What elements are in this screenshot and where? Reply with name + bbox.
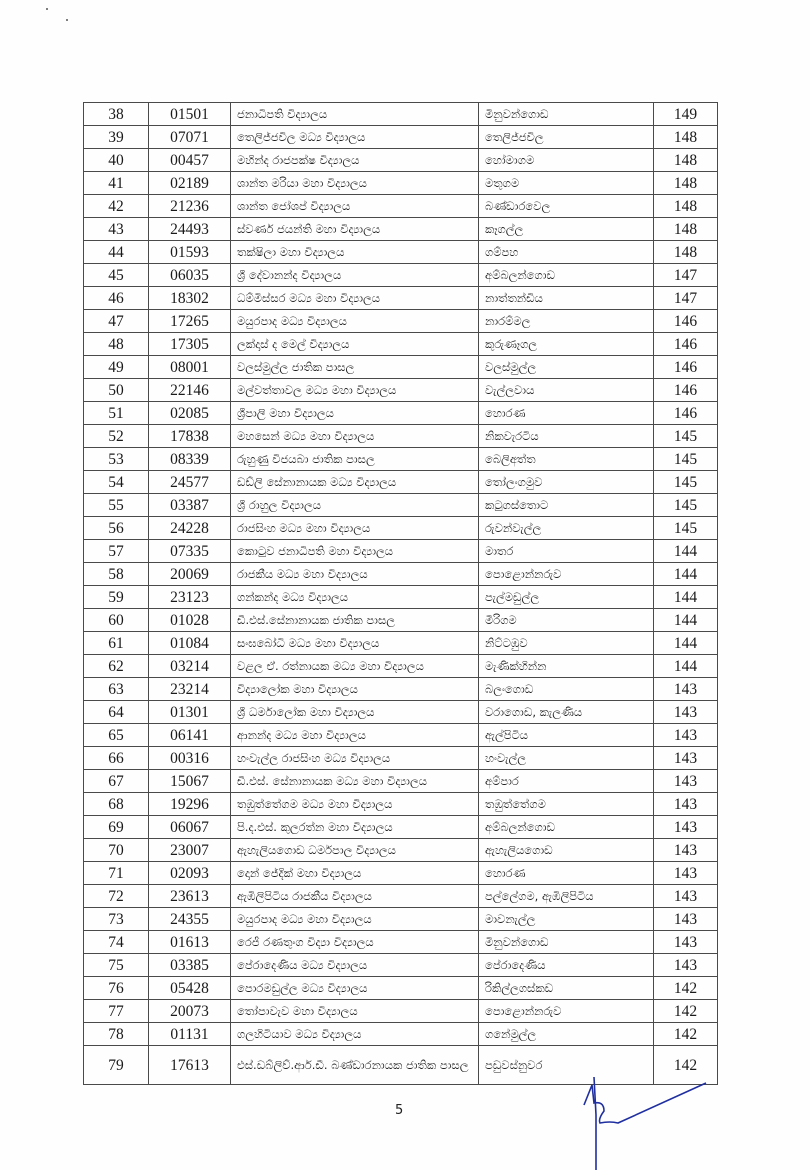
school-code: 17838 [149, 425, 231, 448]
town-name: නිට්ටඹුව [479, 632, 654, 655]
cutoff-marks: 144 [654, 586, 718, 609]
row-number: 79 [84, 1046, 149, 1085]
row-number: 58 [84, 563, 149, 586]
cutoff-marks: 146 [654, 402, 718, 425]
town-name: හෝමාගම [479, 149, 654, 172]
town-name: හොරණ [479, 402, 654, 425]
table-row [84, 425, 718, 448]
table-row [84, 747, 718, 770]
table-row [84, 126, 718, 149]
table-row [84, 563, 718, 586]
cutoff-marks: 143 [654, 862, 718, 885]
town-name: ඇල්පිටිය [479, 724, 654, 747]
town-name: හොරණ [479, 862, 654, 885]
table-row [84, 701, 718, 724]
school-name: එස්.ඩබ්ලිව්.ආර්.ඩී. බණ්ඩාරනායක ජාතික පාසල [231, 1046, 479, 1085]
table-row [84, 471, 718, 494]
row-number: 67 [84, 770, 149, 793]
school-name: දොන් ජේදික් මහා විද්‍යාලය [231, 862, 479, 885]
town-name: වරාගොඩ, කැලණිය [479, 701, 654, 724]
town-name: මාතර [479, 540, 654, 563]
school-name: ශ්‍රී ධර්මාලෝක මහා විද්‍යාලය [231, 701, 479, 724]
school-code: 01131 [149, 1023, 231, 1046]
town-name: මිනුවන්ගොඩ [479, 103, 654, 126]
town-name: නිකවැරටිය [479, 425, 654, 448]
school-code: 17613 [149, 1046, 231, 1085]
cutoff-marks: 144 [654, 632, 718, 655]
cutoff-marks: 144 [654, 540, 718, 563]
page-number: 5 [395, 1103, 404, 1118]
cutoff-marks: 143 [654, 885, 718, 908]
table-body [84, 103, 718, 1085]
row-number: 57 [84, 540, 149, 563]
school-code: 23007 [149, 839, 231, 862]
row-number: 69 [84, 816, 149, 839]
school-code: 23214 [149, 678, 231, 701]
school-name: ලක්දාස් ද මෙල් විද්‍යාලය [231, 333, 479, 356]
table-row [84, 287, 718, 310]
row-number: 50 [84, 379, 149, 402]
school-code: 02085 [149, 402, 231, 425]
row-number: 38 [84, 103, 149, 126]
school-name: ශ්‍රීපාලි මහා විද්‍යාලය [231, 402, 479, 425]
cutoff-marks: 143 [654, 724, 718, 747]
cutoff-marks: 143 [654, 678, 718, 701]
table-row [84, 149, 718, 172]
row-number: 52 [84, 425, 149, 448]
school-code: 08001 [149, 356, 231, 379]
school-name: රෙජී රණතුංග විද්‍යා විද්‍යාලය [231, 931, 479, 954]
cutoff-marks: 148 [654, 218, 718, 241]
school-name: මහින්ද රාජපක්ෂ විද්‍යාලය [231, 149, 479, 172]
row-number: 73 [84, 908, 149, 931]
table-row [84, 195, 718, 218]
school-code: 03385 [149, 954, 231, 977]
school-code: 20073 [149, 1000, 231, 1023]
school-name: ඩී.එස්. සේනානායක මධ්‍ය මහා විද්‍යාලය [231, 770, 479, 793]
row-number: 43 [84, 218, 149, 241]
row-number: 55 [84, 494, 149, 517]
school-results-table [83, 102, 718, 1085]
school-name: පි.ද.එස්. කුලරත්න මහා විද්‍යාලය [231, 816, 479, 839]
school-code: 06035 [149, 264, 231, 287]
cutoff-marks: 142 [654, 1000, 718, 1023]
cutoff-marks: 148 [654, 195, 718, 218]
table-row [84, 678, 718, 701]
table-row [84, 402, 718, 425]
school-code: 00457 [149, 149, 231, 172]
table-row [84, 586, 718, 609]
table-row [84, 793, 718, 816]
cutoff-marks: 143 [654, 747, 718, 770]
scan-speck [66, 19, 68, 21]
row-number: 51 [84, 402, 149, 425]
cutoff-marks: 149 [654, 103, 718, 126]
table-row [84, 264, 718, 287]
cutoff-marks: 143 [654, 931, 718, 954]
cutoff-marks: 145 [654, 517, 718, 540]
school-name: මයුරපාද මධ්‍ය විද්‍යාලය [231, 310, 479, 333]
town-name: පොළොන්නරුව [479, 563, 654, 586]
town-name: නාත්තන්ඩිය [479, 287, 654, 310]
town-name: තෙලිජ්ජවිල [479, 126, 654, 149]
town-name: මාවනැල්ල [479, 908, 654, 931]
cutoff-marks: 145 [654, 471, 718, 494]
table-row [84, 241, 718, 264]
school-name: තක්ෂිලා මහා විද්‍යාලය [231, 241, 479, 264]
school-code: 08339 [149, 448, 231, 471]
cutoff-marks: 146 [654, 379, 718, 402]
row-number: 56 [84, 517, 149, 540]
school-code: 03214 [149, 655, 231, 678]
school-name: ශාන්ත මරියා මහා විද්‍යාලය [231, 172, 479, 195]
school-name: ගන්කන්ද මධ්‍ය විද්‍යාලය [231, 586, 479, 609]
row-number: 62 [84, 655, 149, 678]
table-row [84, 862, 718, 885]
school-code: 06067 [149, 816, 231, 839]
row-number: 65 [84, 724, 149, 747]
table-row [84, 517, 718, 540]
town-name: පඩුවස්නුවර [479, 1046, 654, 1085]
school-name: තෝපාවැව මහා විද්‍යාලය [231, 1000, 479, 1023]
school-code: 01301 [149, 701, 231, 724]
table-row [84, 724, 718, 747]
school-name: වළල ඒ. රත්නායක මධ්‍ය මහා විද්‍යාලය [231, 655, 479, 678]
school-code: 15067 [149, 770, 231, 793]
school-name: මයුරපාද මධ්‍ය මහා විද්‍යාලය [231, 908, 479, 931]
row-number: 72 [84, 885, 149, 908]
town-name: රිකිල්ලගස්කඩ [479, 977, 654, 1000]
town-name: බෙලිඅත්ත [479, 448, 654, 471]
table-row [84, 1023, 718, 1046]
school-name: තෙලිජ්ජවිල මධ්‍ය විද්‍යාලය [231, 126, 479, 149]
school-code: 01084 [149, 632, 231, 655]
row-number: 76 [84, 977, 149, 1000]
school-name: මල්වත්තාවල මධ්‍ය මහා විද්‍යාලය [231, 379, 479, 402]
school-code: 24228 [149, 517, 231, 540]
row-number: 77 [84, 1000, 149, 1023]
school-name: කොටුව ජනාධිපති මහා විද්‍යාලය [231, 540, 479, 563]
scan-speck [46, 8, 48, 10]
town-name: අම්බලන්ගොඩ [479, 264, 654, 287]
table-row [84, 908, 718, 931]
row-number: 41 [84, 172, 149, 195]
cutoff-marks: 144 [654, 609, 718, 632]
table-row [84, 333, 718, 356]
school-code: 01028 [149, 609, 231, 632]
school-code: 20069 [149, 563, 231, 586]
table-row [84, 172, 718, 195]
row-number: 70 [84, 839, 149, 862]
row-number: 53 [84, 448, 149, 471]
school-name: රාජසිංහ මධ්‍ය මහා විද්‍යාලය [231, 517, 479, 540]
row-number: 63 [84, 678, 149, 701]
town-name: වැල්ලවාය [479, 379, 654, 402]
cutoff-marks: 147 [654, 287, 718, 310]
school-name: පේරාදෙණිය මධ්‍ය විද්‍යාලය [231, 954, 479, 977]
row-number: 78 [84, 1023, 149, 1046]
table-row [84, 448, 718, 471]
school-name: ඇඹිලිපිටිය රාජකීය විද්‍යාලය [231, 885, 479, 908]
school-name: රුහුණු විජයබා ජාතික පාසල [231, 448, 479, 471]
cutoff-marks: 142 [654, 1046, 718, 1085]
school-code: 03387 [149, 494, 231, 517]
signature-icon [570, 1075, 720, 1170]
row-number: 71 [84, 862, 149, 885]
town-name: පැල්මඩුල්ල [479, 586, 654, 609]
row-number: 61 [84, 632, 149, 655]
school-name: පොරමඩුල්ල මධ්‍ය විද්‍යාලය [231, 977, 479, 1000]
cutoff-marks: 145 [654, 494, 718, 517]
row-number: 40 [84, 149, 149, 172]
school-code: 01613 [149, 931, 231, 954]
school-name: ශාන්ත ජෝශප් විද්‍යාලය [231, 195, 479, 218]
school-name: තඹුත්තේගම මධ්‍ය මහා විද්‍යාලය [231, 793, 479, 816]
cutoff-marks: 144 [654, 563, 718, 586]
school-code: 22146 [149, 379, 231, 402]
table-row [84, 103, 718, 126]
cutoff-marks: 143 [654, 770, 718, 793]
table-row [84, 218, 718, 241]
cutoff-marks: 147 [654, 264, 718, 287]
row-number: 45 [84, 264, 149, 287]
town-name: මීරිගම [479, 609, 654, 632]
table-row [84, 655, 718, 678]
school-name: මහසෙන් මධ්‍ය මහා විද්‍යාලය [231, 425, 479, 448]
town-name: කුරුණෑගල [479, 333, 654, 356]
table-row [84, 632, 718, 655]
town-name: තෝලංගමුව [479, 471, 654, 494]
school-name: ඇහැලියගොඩ ධර්මපාල විද්‍යාලය [231, 839, 479, 862]
town-name: බණ්ඩාරවෙල [479, 195, 654, 218]
school-name: ඩී.එස්.සේනානායක ජාතික පාසල [231, 609, 479, 632]
school-code: 07071 [149, 126, 231, 149]
school-code: 17305 [149, 333, 231, 356]
cutoff-marks: 145 [654, 448, 718, 471]
table-row [84, 816, 718, 839]
cutoff-marks: 143 [654, 701, 718, 724]
school-name: හංවැල්ල රාජසිංහ මධ්‍ය විද්‍යාලය [231, 747, 479, 770]
table-row [84, 977, 718, 1000]
cutoff-marks: 146 [654, 356, 718, 379]
town-name: පල්ලේගම, ඇඹිලිපිටිය [479, 885, 654, 908]
row-number: 68 [84, 793, 149, 816]
school-code: 24355 [149, 908, 231, 931]
school-name: ඩඩ්ලි සේනානායක මධ්‍ය විද්‍යාලය [231, 471, 479, 494]
town-name: නාරම්මල [479, 310, 654, 333]
school-code: 02189 [149, 172, 231, 195]
cutoff-marks: 148 [654, 149, 718, 172]
school-name: සංඝබෝධි මධ්‍ය මහා විද්‍යාලය [231, 632, 479, 655]
cutoff-marks: 146 [654, 333, 718, 356]
school-code: 07335 [149, 540, 231, 563]
row-number: 39 [84, 126, 149, 149]
cutoff-marks: 148 [654, 126, 718, 149]
table-row [84, 885, 718, 908]
cutoff-marks: 148 [654, 172, 718, 195]
town-name: රුවන්වැල්ල [479, 517, 654, 540]
cutoff-marks: 143 [654, 816, 718, 839]
row-number: 49 [84, 356, 149, 379]
table-row [84, 954, 718, 977]
school-name: ජනාධිපති විද්‍යාලය [231, 103, 479, 126]
town-name: තඹුත්තේගම [479, 793, 654, 816]
row-number: 59 [84, 586, 149, 609]
table-row [84, 356, 718, 379]
row-number: 74 [84, 931, 149, 954]
town-name: අම්පාර [479, 770, 654, 793]
town-name: කෑගල්ල [479, 218, 654, 241]
town-name: ගනේමුල්ල [479, 1023, 654, 1046]
school-code: 24493 [149, 218, 231, 241]
table-row [84, 379, 718, 402]
row-number: 75 [84, 954, 149, 977]
table-row [84, 494, 718, 517]
town-name: පොළොන්නරුව [479, 1000, 654, 1023]
cutoff-marks: 145 [654, 425, 718, 448]
row-number: 46 [84, 287, 149, 310]
cutoff-marks: 148 [654, 241, 718, 264]
town-name: කටුගස්තොට [479, 494, 654, 517]
table-row [84, 310, 718, 333]
table-row [84, 931, 718, 954]
school-code: 01593 [149, 241, 231, 264]
cutoff-marks: 144 [654, 655, 718, 678]
school-code: 23613 [149, 885, 231, 908]
school-name: ශ්‍රී දේවානන්ද විද්‍යාලය [231, 264, 479, 287]
school-code: 02093 [149, 862, 231, 885]
town-name: බලංගොඩ [479, 678, 654, 701]
school-name: ධම්මිස්සර මධ්‍ය මහා විද්‍යාලය [231, 287, 479, 310]
school-name: විද්‍යාලෝක මහා විද්‍යාලය [231, 678, 479, 701]
town-name: මැණික්හින්න [479, 655, 654, 678]
cutoff-marks: 143 [654, 954, 718, 977]
cutoff-marks: 143 [654, 908, 718, 931]
school-code: 24577 [149, 471, 231, 494]
school-code: 01501 [149, 103, 231, 126]
school-code: 06141 [149, 724, 231, 747]
town-name: ඇහැලියගොඩ [479, 839, 654, 862]
town-name: ගම්පහ [479, 241, 654, 264]
row-number: 47 [84, 310, 149, 333]
town-name: මතුගම [479, 172, 654, 195]
row-number: 44 [84, 241, 149, 264]
table-row [84, 770, 718, 793]
town-name: පේරාදෙණිය [479, 954, 654, 977]
school-code: 23123 [149, 586, 231, 609]
town-name: හංවැල්ල [479, 747, 654, 770]
cutoff-marks: 143 [654, 793, 718, 816]
row-number: 60 [84, 609, 149, 632]
school-code: 00316 [149, 747, 231, 770]
table-row [84, 839, 718, 862]
school-code: 18302 [149, 287, 231, 310]
school-name: වලස්මුල්ල ජාතික පාසල [231, 356, 479, 379]
row-number: 66 [84, 747, 149, 770]
row-number: 54 [84, 471, 149, 494]
table-row [84, 540, 718, 563]
school-name: ගලහිටියාව මධ්‍ය විද්‍යාලය [231, 1023, 479, 1046]
table-row [84, 609, 718, 632]
school-code: 17265 [149, 310, 231, 333]
cutoff-marks: 142 [654, 977, 718, 1000]
school-name: ශ්‍රී රාහුල විද්‍යාලය [231, 494, 479, 517]
row-number: 48 [84, 333, 149, 356]
cutoff-marks: 142 [654, 1023, 718, 1046]
school-code: 19296 [149, 793, 231, 816]
school-code: 05428 [149, 977, 231, 1000]
school-code: 21236 [149, 195, 231, 218]
row-number: 42 [84, 195, 149, 218]
town-name: වලස්මුල්ල [479, 356, 654, 379]
school-name: ස්වර්ණ ජයන්ති මහා විද්‍යාලය [231, 218, 479, 241]
school-name: රාජකීය මධ්‍ය මහා විද්‍යාලය [231, 563, 479, 586]
town-name: අම්බලන්ගොඩ [479, 816, 654, 839]
school-name: ආනන්ද මධ්‍ය මහා විද්‍යාලය [231, 724, 479, 747]
cutoff-marks: 143 [654, 839, 718, 862]
town-name: මිනුවන්ගොඩ [479, 931, 654, 954]
row-number: 64 [84, 701, 149, 724]
cutoff-marks: 146 [654, 310, 718, 333]
table-row [84, 1000, 718, 1023]
